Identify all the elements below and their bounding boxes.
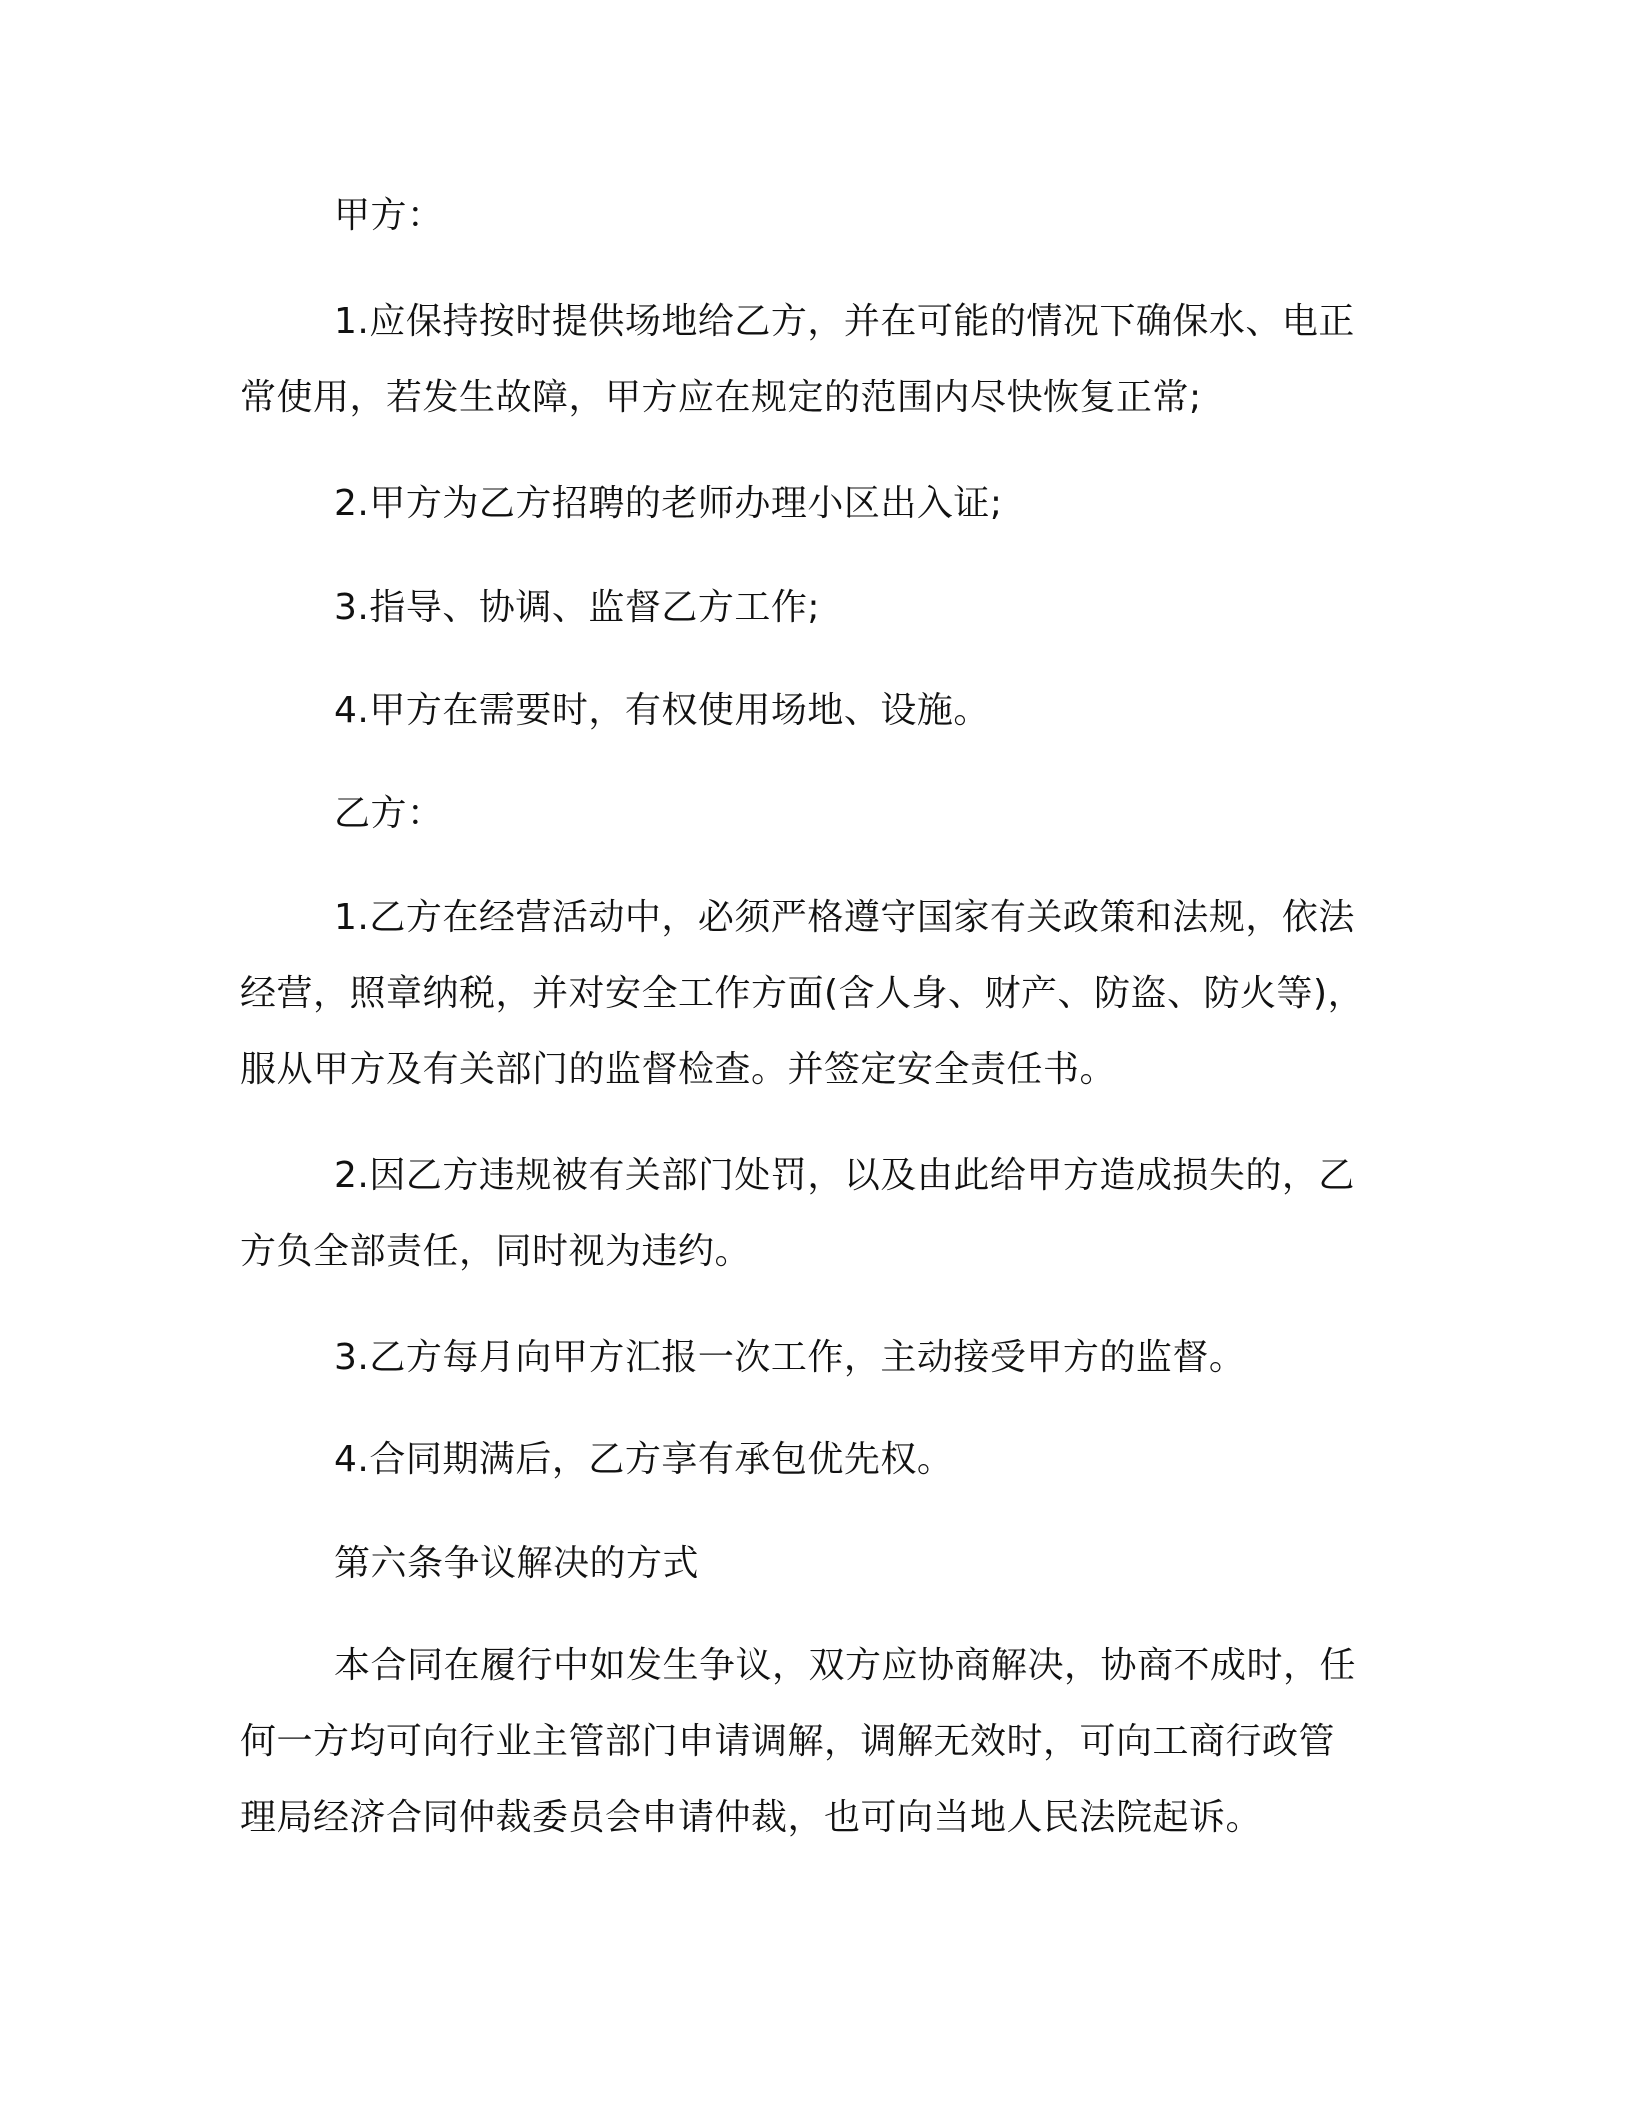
paragraph-line: 方负全部责任，同时视为违约。 [240,1231,752,1272]
paragraph-line: 本合同在履行中如发生争议，双方应协商解决，协商不成时，任 [334,1645,1357,1686]
paragraph-line: 常使用，若发生故障，甲方应在规定的范围内尽快恢复正常; [240,377,1202,418]
paragraph-party-a-item-4 [240,673,1380,749]
paragraph-line: 4.甲方在需要时，有权使用场地、设施。 [334,690,990,731]
paragraph-party-b-item-2 [240,1138,1380,1290]
paragraph-line: 乙方： [334,793,444,834]
paragraph-party-b-item-3 [240,1320,1380,1396]
paragraph-party-b-item-4 [240,1422,1380,1498]
paragraph-party-a-item-3 [240,570,1380,646]
paragraph-line: 甲方： [334,195,444,236]
paragraph-line: 理局经济合同仲裁委员会申请仲裁，也可向当地人民法院起诉。 [240,1797,1263,1838]
paragraph-line: 2.因乙方违规被有关部门处罚，以及由此给甲方造成损失的，乙 [334,1155,1355,1196]
paragraph-line: 2.甲方为乙方招聘的老师办理小区出入证; [334,483,1003,524]
paragraph-line: 第六条争议解决的方式 [334,1543,700,1584]
paragraph-party-b-item-1 [240,880,1380,1108]
paragraph-party-a-item-2 [240,466,1380,542]
paragraph-line: 1.应保持按时提供场地给乙方，并在可能的情况下确保水、电正 [334,301,1355,342]
paragraph-line: 1.乙方在经营活动中，必须严格遵守国家有关政策和法规，依法 [334,897,1355,938]
paragraph-line: 经营，照章纳税，并对安全工作方面(含人身、财产、防盗、防火等)， [240,973,1365,1014]
paragraph-party-a-item-1 [240,284,1380,436]
paragraph-line: 3.指导、协调、监督乙方工作; [334,587,820,628]
paragraph-dispute-resolution [240,1628,1380,1856]
paragraph-party-b-heading [240,776,1380,852]
paragraph-line: 服从甲方及有关部门的监督检查。并签定安全责任书。 [240,1049,1117,1090]
section-heading-dispute-resolution [240,1526,1380,1602]
paragraph-party-a-heading [240,178,1380,254]
paragraph-line: 4.合同期满后，乙方享有承包优先权。 [334,1439,954,1480]
paragraph-line: 何一方均可向行业主管部门申请调解，调解无效时，可向工商行政管 [240,1721,1336,1762]
paragraph-line: 3.乙方每月向甲方汇报一次工作，主动接受甲方的监督。 [334,1337,1246,1378]
